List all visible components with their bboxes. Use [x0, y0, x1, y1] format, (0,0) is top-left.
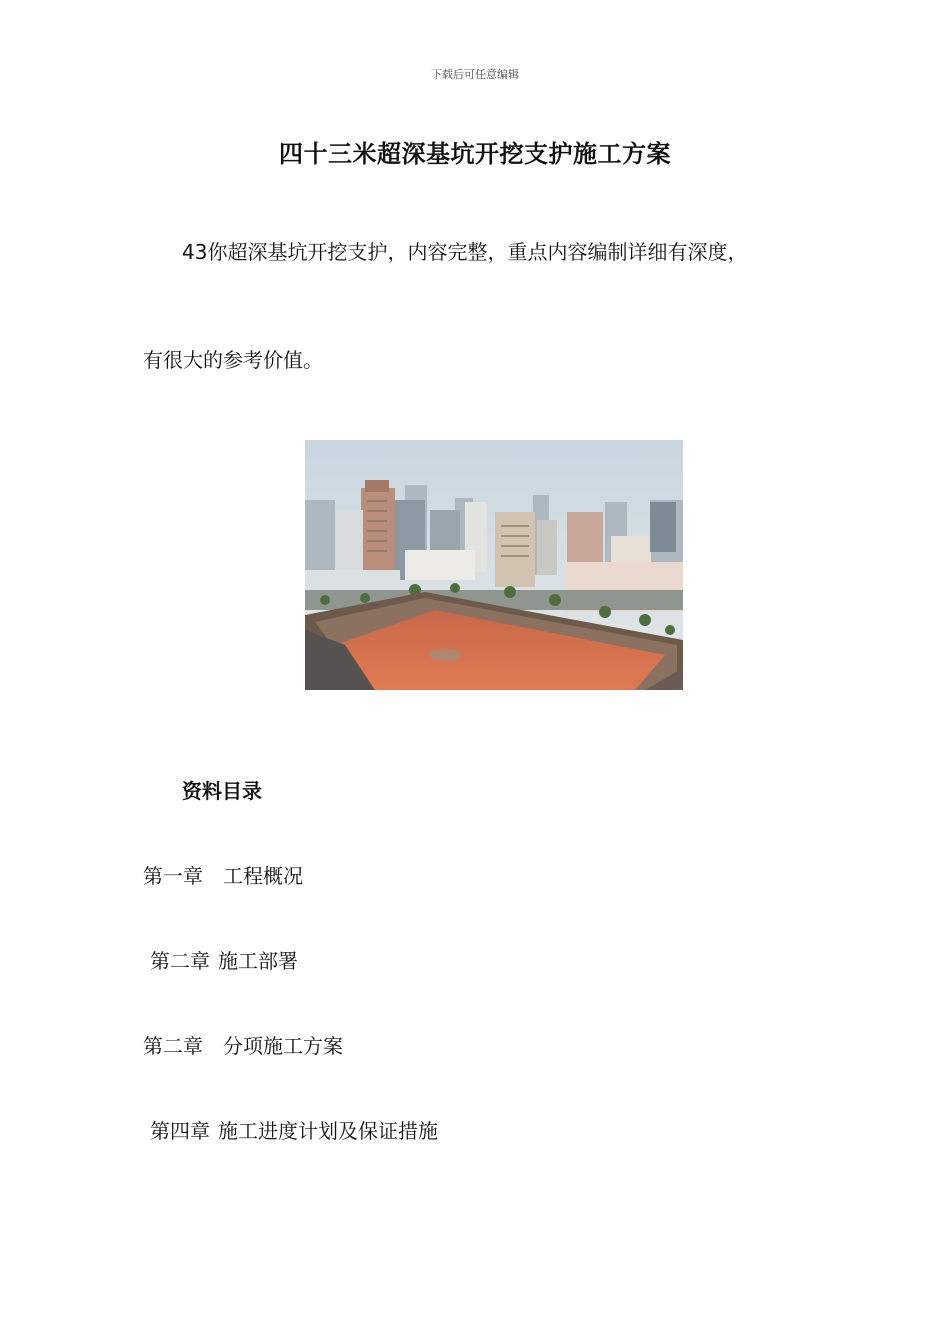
toc-item-1: [143, 860, 303, 889]
toc-item-chapter: 第二章: [143, 1034, 203, 1058]
intro-paragraph-line-2: 有很大的参考价值。: [143, 348, 323, 372]
toc-item-title: 工程概况: [223, 864, 303, 888]
toc-item-4: [150, 1115, 438, 1144]
toc-item-title: 施工部署: [218, 949, 298, 973]
toc-item-title: 施工进度计划及保证措施: [218, 1119, 438, 1143]
toc-item-chapter: 第二章: [150, 949, 210, 973]
toc-heading: 资料目录: [182, 779, 262, 803]
toc-item-2: [150, 945, 298, 974]
toc-item-title: 分项施工方案: [223, 1034, 343, 1058]
page-header-note: 下载后可任意编辑: [431, 68, 519, 81]
document-title: 四十三米超深基坑开挖支护施工方案: [279, 140, 671, 168]
toc-item-chapter: 第一章: [143, 864, 203, 888]
excavation-site-photo: [305, 440, 683, 690]
toc-item-3: [143, 1030, 343, 1059]
intro-paragraph-line-1: 43你超深基坑开挖支护，内容完整，重点内容编制详细有深度，: [182, 240, 748, 264]
toc-item-chapter: 第四章: [150, 1119, 210, 1143]
